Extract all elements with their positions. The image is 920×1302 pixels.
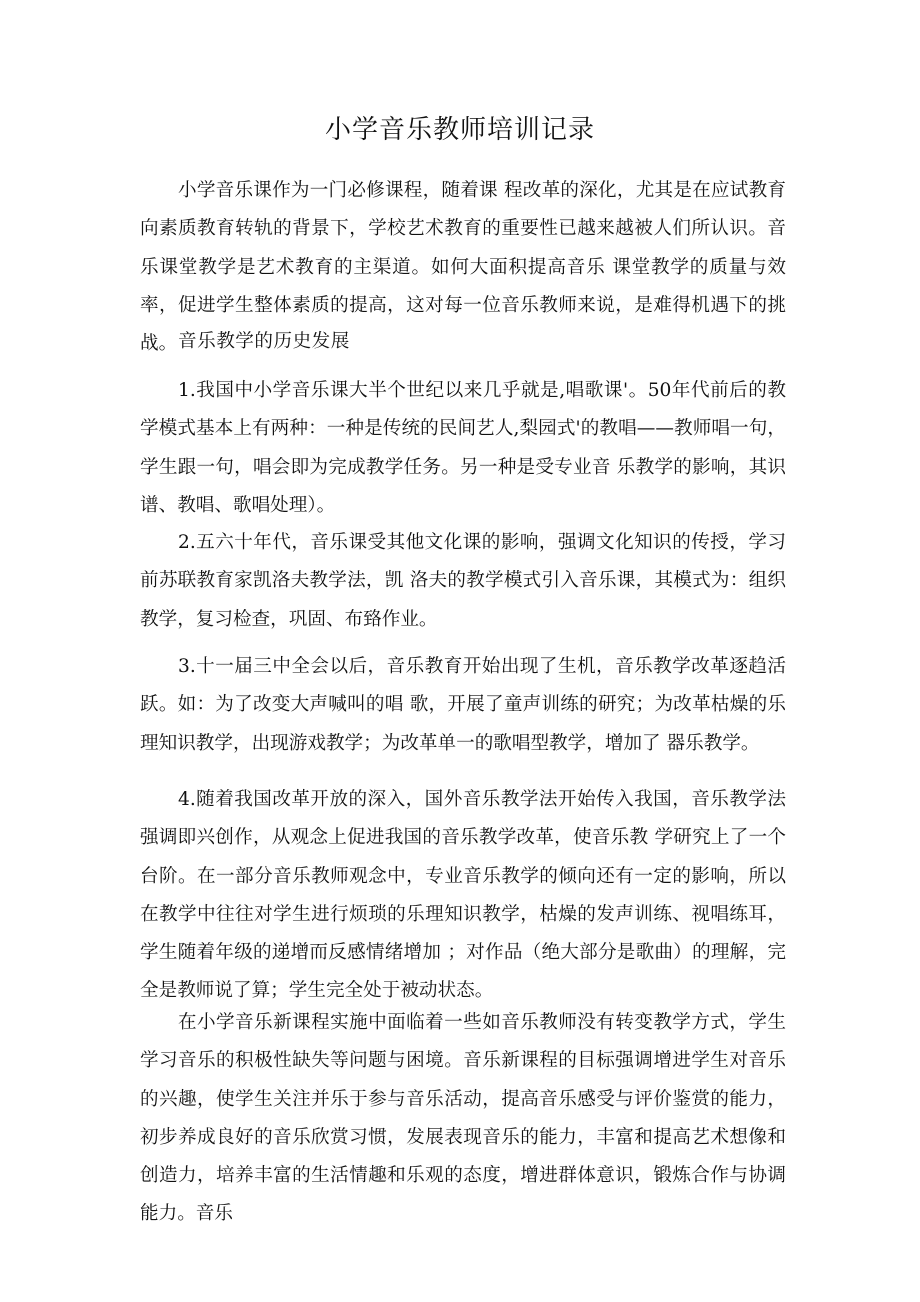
document-title: 小学音乐教师培训记录 (324, 115, 595, 145)
history-point-3: 3.十一届三中全会以后，音乐教育开始出现了生机，音乐教学改革逐趋活跃。如：为了改变大声喊叫的唱 歌，开展了童声训练的研究；为改革枯燥的乐理知识教学，出现游戏教学；为改革单一的歌唱型教学，增加了 器乐教学。 (140, 656, 786, 754)
history-point-1: 1.我国中小学音乐课大半个世纪以来几乎就是,唱歌课'。50年代前后的教学模式基本上有两种：一种是传统的民间艺人,梨园式'的教唱——教师唱一句，学生跟一句，唱会即为完成教学任务。另一种是受专业音 乐教学的影响，其识谱、教唱、歌唱处理）。 (140, 380, 786, 516)
section-heading: 音乐教学的历史发展 (178, 331, 350, 352)
history-point-4: 4.随着我国改革开放的深入，国外音乐教学法开始传入我国，音乐教学法强调即兴创作，从观念上促进我国的音乐教学改革，使音乐教 学研究上了一个台阶。在一部分音乐教师观念中，专业音乐教学的倾向还有一定的影响，所以在教学中往往对学生进行烦琐的乐理知识教学，枯燥的发声训练、视唱练耳，学生随着年级的递增而反感情绪增加 ；对作品（绝大部分是歌曲）的理解，完全是教师说了算；学生完全处于被动状态。 (140, 789, 786, 1002)
history-point-2: 2.五六十年代，音乐课受其他文化课的影响，强调文化知识的传授，学习前苏联教育家凯洛夫教学法，凯 洛夫的教学模式引入音乐课，其模式为：组织教学，复习检查，巩固、布臵作业。 (140, 532, 786, 630)
new-curriculum-paragraph: 在小学音乐新课程实施中面临着一些如音乐教师没有转变教学方式，学生学习音乐的积极性缺失等问题与困境。音乐新课程的目标强调增进学生对音乐的兴趣，使学生关注并乐于参与音乐活动，提高音乐感受与评价鉴赏的能力，初步养成良好的音乐欣赏习惯，发展表现音乐的能力，丰富和提高艺术想像和创造力，培养丰富的生活情趣和乐观的态度，增进群体意识，锻炼合作与协调能力。音乐 (140, 1012, 786, 1225)
intro-paragraph: 小学音乐课作为一门必修课程，随着课 程改革的深化，尤其是在应试教育向素质教育转轨的背景下，学校艺术教育的重要性已越来越被人们所认识。音乐课堂教学是艺术教育的主渠道。如何大面积提高音乐 课堂教学的质量与效率，促进学生整体素质的提高，这对每一位音乐教师来说，是难得机遇下的挑战。 (140, 180, 786, 355)
